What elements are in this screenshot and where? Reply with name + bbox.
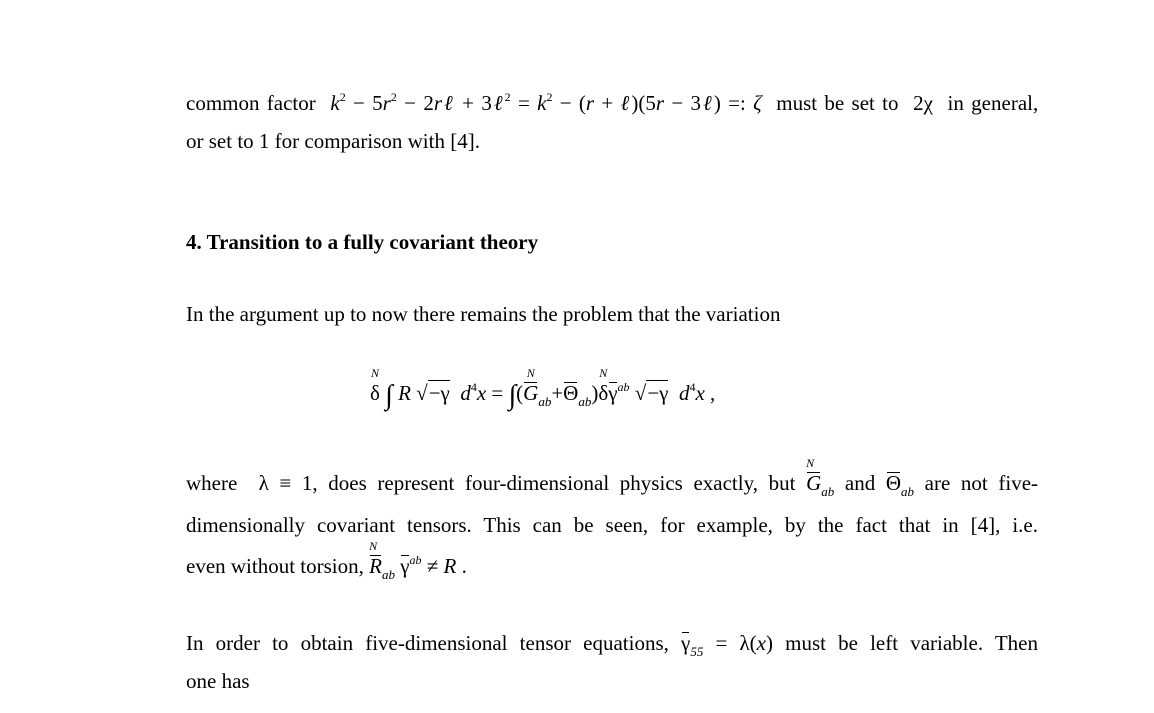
paragraph-where: where λ ≡ 1, does represent four-dimensional physics exactly, but N $G_{ab}$ and $\Theta_{ab}$ are not five-: [186, 456, 1039, 499]
delta-n-symbol: N δ: [370, 366, 380, 405]
ricci-inequality: N $R_{ab}$ $\gamma^{ab} \ne R$ .: [369, 539, 467, 582]
text-one-has: one has: [186, 669, 250, 693]
paragraph-variation: [186, 295, 1038, 333]
text-not-five: are not five-: [924, 471, 1039, 495]
text-and: and: [844, 471, 876, 495]
text-must-be-set: must be set to: [776, 91, 899, 115]
section-heading: 4. Transition to a fully covariant theory: [186, 230, 539, 254]
lambda-eq-one: λ ≡ 1: [247, 471, 313, 495]
display-equation: N δ ∫ R √−γ $d^4x$ = ∫( N $G_{ab}+\Theta_{ab}$) N $\delta\gamma^{ab}$ √−γ $d^4x$ ,: [370, 366, 716, 411]
paragraph-tensor-equations: [186, 624, 1038, 662]
factor-equation: $k^2 - 5r^2$ − 2rℓ + 3ℓ$^2$ = $k^2 - (r$ + ℓ)(5r − 3ℓ) =: ζ: [323, 90, 769, 115]
text-in-order: In order to obtain five-dimensional tensor equations,: [186, 631, 669, 655]
paragraph-line: [186, 122, 1038, 160]
paragraph-common-factor: [186, 84, 1038, 122]
g-ab-symbol: N G: [806, 456, 822, 495]
paragraph-line: [186, 662, 1038, 700]
text-where: where: [186, 471, 238, 495]
two-chi: 2χ: [905, 91, 941, 115]
text-does-represent: , does represent four-dimensional physics exactly, but: [312, 471, 796, 495]
paragraph-line: [186, 506, 1038, 544]
text-left-variable: must be left variable. Then: [785, 631, 1039, 655]
text-dimensionally: dimensionally covariant tensors. This can be seen, for example, by the fact that in [4], i.e.: [186, 513, 1038, 537]
gamma55-equation: $\gamma_{55} = \lambda(x)$: [681, 631, 773, 659]
paragraph-line: [186, 539, 1038, 585]
text-variation: In the argument up to now there remains the problem that the variation: [186, 302, 781, 326]
text-comparison: or set to 1 for comparison with [4].: [186, 129, 480, 153]
text-in-general: in general,: [947, 91, 1039, 115]
text-without-torsion: even without torsion,: [186, 554, 364, 578]
theta-ab-symbol: $\Theta_{ab}$: [885, 471, 915, 499]
text-common-factor: common factor: [186, 91, 316, 115]
